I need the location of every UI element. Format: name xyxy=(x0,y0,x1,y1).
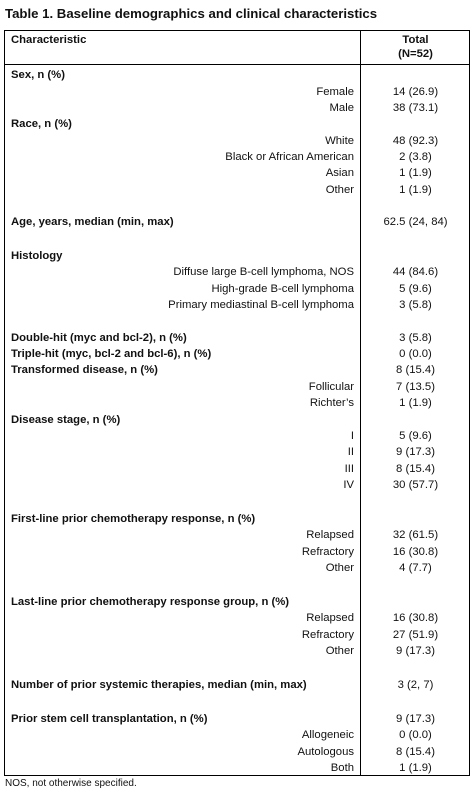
row-label: III xyxy=(344,463,354,475)
row-value: 62.5 (24, 84) xyxy=(383,216,448,228)
table-row xyxy=(5,100,469,116)
table-row xyxy=(5,727,469,743)
table-row xyxy=(5,527,469,543)
table-section-row xyxy=(5,330,469,346)
row-value: 4 (7.7) xyxy=(399,562,432,574)
table-row xyxy=(5,643,469,659)
section-label: Age, years, median (min, max) xyxy=(11,216,174,228)
row-label: Relapsed xyxy=(306,612,354,624)
row-value: 1 (1.9) xyxy=(399,167,432,179)
row-value: 0 (0.0) xyxy=(399,348,432,360)
table-row xyxy=(5,610,469,626)
table-section-row xyxy=(5,677,469,693)
row-label: Female xyxy=(316,86,354,98)
table-row xyxy=(5,281,469,297)
row-label: Both xyxy=(330,762,354,774)
table-section-row xyxy=(5,362,469,378)
row-label: White xyxy=(325,135,354,147)
table-section-row xyxy=(5,116,469,132)
table-title: Table 1. Baseline demographics and clinical characteristics xyxy=(5,6,378,21)
row-value: 3 (5.8) xyxy=(399,299,432,311)
section-label: Transformed disease, n (%) xyxy=(11,364,158,376)
section-label: Last-line prior chemotherapy response group, n (%) xyxy=(11,596,290,608)
row-value: 1 (1.9) xyxy=(399,762,432,774)
column-header-total-n: (N=52) xyxy=(398,48,433,60)
row-value: 5 (9.6) xyxy=(399,283,432,295)
row-label: Relapsed xyxy=(306,529,354,541)
table-row xyxy=(5,379,469,395)
row-value: 16 (30.8) xyxy=(392,612,439,624)
row-value: 9 (17.3) xyxy=(396,446,435,458)
row-value: 3 (5.8) xyxy=(399,332,432,344)
table-row xyxy=(5,297,469,313)
row-label: Primary mediastinal B-cell lymphoma xyxy=(168,299,354,311)
table-row xyxy=(5,544,469,560)
section-label: Race, n (%) xyxy=(11,118,72,130)
row-label: Asian xyxy=(325,167,354,179)
row-value: 44 (84.6) xyxy=(392,266,439,278)
section-label: Double-hit (myc and bcl-2), n (%) xyxy=(11,332,187,344)
row-value: 9 (17.3) xyxy=(396,645,435,657)
section-label: Number of prior systemic therapies, median (min, max) xyxy=(11,679,307,691)
row-value: 38 (73.1) xyxy=(392,102,439,114)
row-value: 1 (1.9) xyxy=(399,397,432,409)
table-section-row xyxy=(5,67,469,83)
row-label: Male xyxy=(329,102,354,114)
table-row xyxy=(5,149,469,165)
section-label: Histology xyxy=(11,250,63,262)
row-label: Autologous xyxy=(297,746,354,758)
table-row xyxy=(5,395,469,411)
table-row xyxy=(5,133,469,149)
row-value: 27 (51.9) xyxy=(392,629,439,641)
row-label: II xyxy=(347,446,354,458)
footnote: NOS, not otherwise specified. xyxy=(5,778,137,789)
row-value: 1 (1.9) xyxy=(399,184,432,196)
row-label: Black or African American xyxy=(225,151,354,163)
row-label: Other xyxy=(325,184,354,196)
row-value: 30 (57.7) xyxy=(392,479,439,491)
table-row xyxy=(5,461,469,477)
row-label: Diffuse large B-cell lymphoma, NOS xyxy=(173,266,354,278)
row-label: High-grade B-cell lymphoma xyxy=(211,283,354,295)
table-section-row xyxy=(5,711,469,727)
section-label: Triple-hit (myc, bcl-2 and bcl-6), n (%) xyxy=(11,348,212,360)
table-row xyxy=(5,182,469,198)
row-label: Refractory xyxy=(301,546,354,558)
row-label: Richter’s xyxy=(309,397,354,409)
table-section-row xyxy=(5,248,469,264)
table-row xyxy=(5,560,469,576)
row-value: 0 (0.0) xyxy=(399,729,432,741)
table-section-row xyxy=(5,594,469,610)
data-table xyxy=(4,30,470,776)
section-label: First-line prior chemotherapy response, n (%) xyxy=(11,513,256,525)
section-label: Prior stem cell transplantation, n (%) xyxy=(11,713,208,725)
row-value: 5 (9.6) xyxy=(399,430,432,442)
table-row xyxy=(5,428,469,444)
column-header-characteristic: Characteristic xyxy=(11,34,87,46)
row-label: Other xyxy=(325,562,354,574)
table-row xyxy=(5,760,469,776)
row-value: 32 (61.5) xyxy=(392,529,439,541)
row-value: 14 (26.9) xyxy=(392,86,439,98)
table-row xyxy=(5,84,469,100)
table-section-row xyxy=(5,214,469,230)
row-value: 8 (15.4) xyxy=(396,364,435,376)
row-value: 8 (15.4) xyxy=(396,463,435,475)
table-section-row xyxy=(5,511,469,527)
table-section-row xyxy=(5,412,469,428)
row-label: Allogeneic xyxy=(301,729,354,741)
row-value: 7 (13.5) xyxy=(396,381,435,393)
row-label: Follicular xyxy=(308,381,354,393)
table-row xyxy=(5,264,469,280)
row-value: 8 (15.4) xyxy=(396,746,435,758)
row-label: IV xyxy=(343,479,354,491)
section-label: Sex, n (%) xyxy=(11,69,65,81)
column-header-total xyxy=(361,33,470,61)
table-section-row xyxy=(5,346,469,362)
table-row xyxy=(5,744,469,760)
row-label: I xyxy=(350,430,354,442)
section-label: Disease stage, n (%) xyxy=(11,414,121,426)
table-row xyxy=(5,477,469,493)
table-row xyxy=(5,444,469,460)
header-divider xyxy=(5,64,469,65)
row-label: Other xyxy=(325,645,354,657)
table-row xyxy=(5,165,469,181)
row-value: 9 (17.3) xyxy=(396,713,435,725)
row-label: Refractory xyxy=(301,629,354,641)
row-value: 48 (92.3) xyxy=(392,135,439,147)
row-value: 3 (2, 7) xyxy=(397,679,434,691)
row-value: 16 (30.8) xyxy=(392,546,439,558)
column-header-total-label: Total xyxy=(402,34,429,46)
row-value: 2 (3.8) xyxy=(399,151,432,163)
table-row xyxy=(5,627,469,643)
